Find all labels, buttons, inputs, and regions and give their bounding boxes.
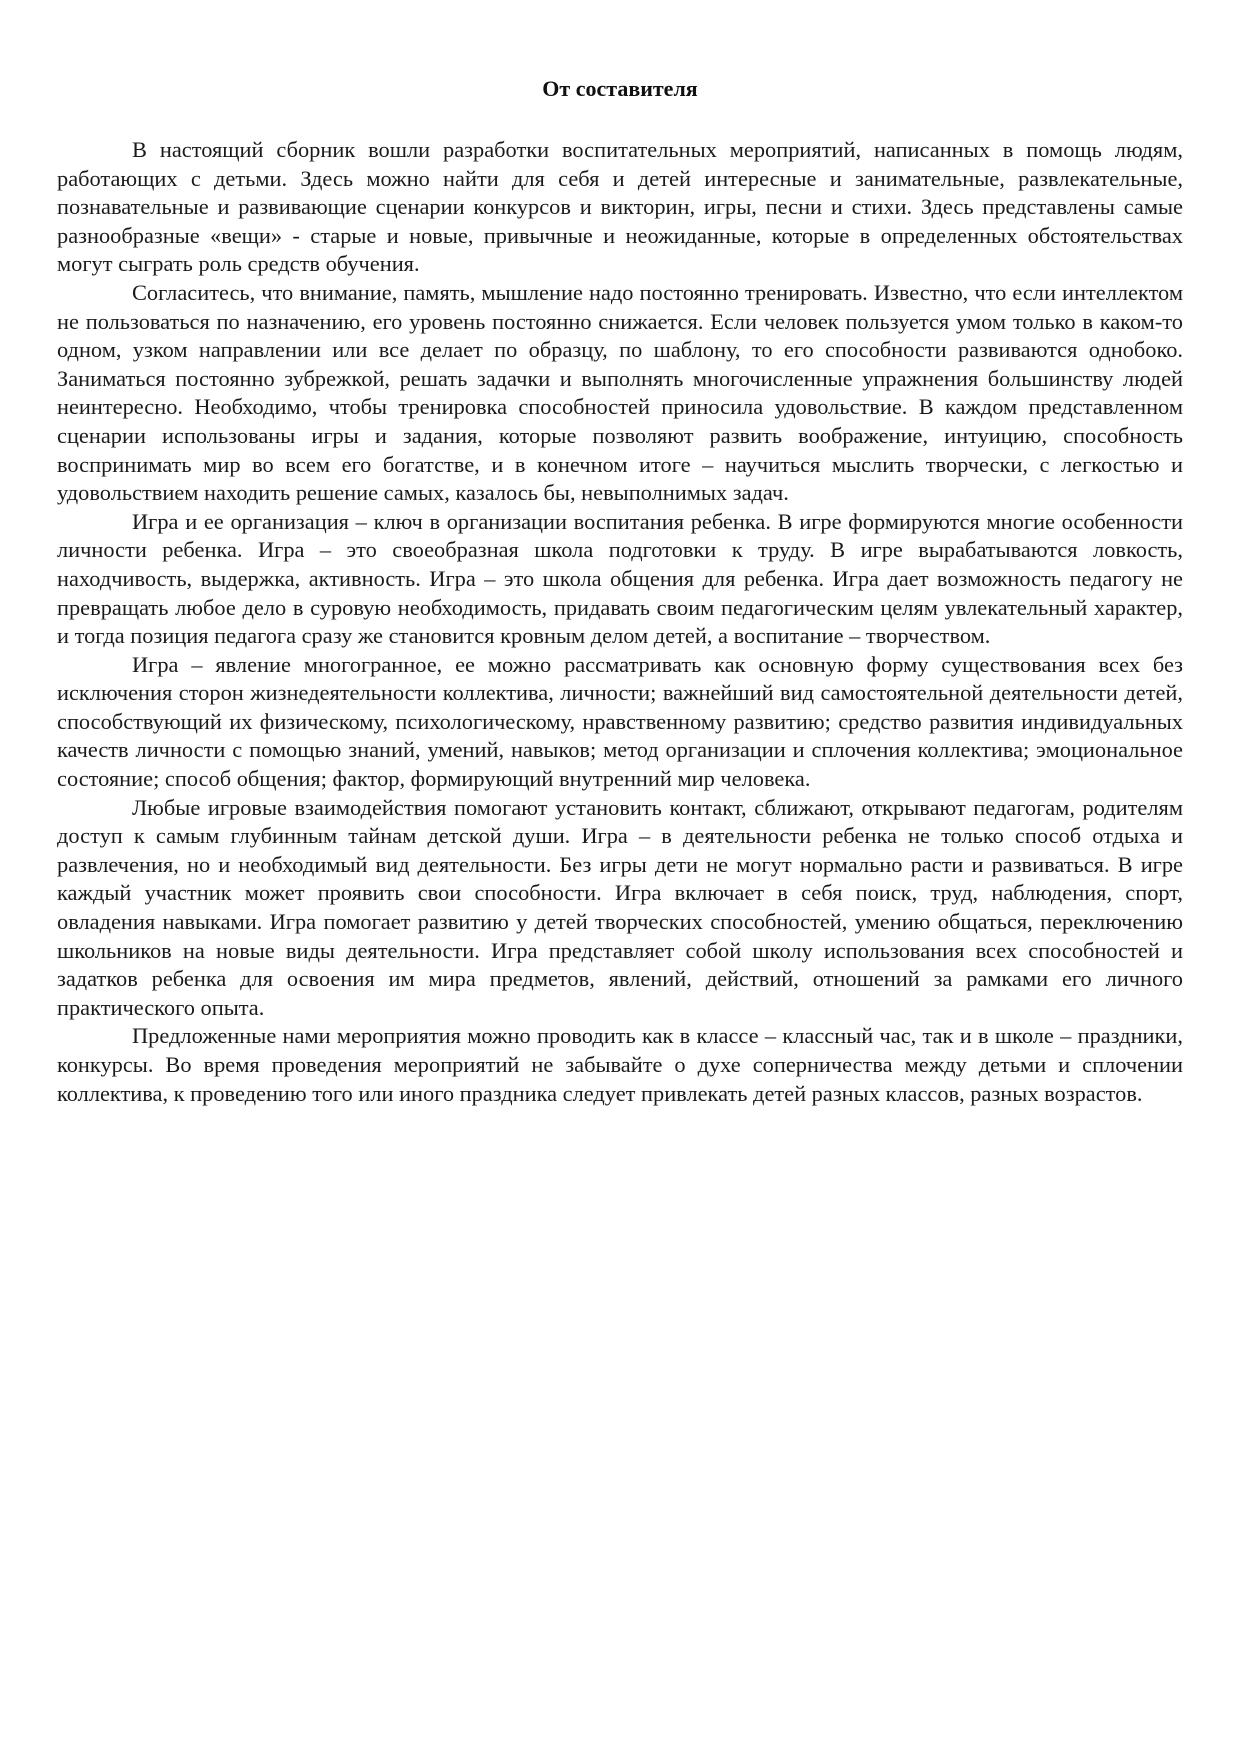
paragraph-2: Согласитесь, что внимание, память, мышление надо постоянно тренировать. Известно, что если интеллектом не пользоваться по назначению, его уровень постоянно снижается. Если человек пользуется умом только в каком-то одном, узком направлении или все делает по образцу, по шаблону, то его способности развиваются однобоко. Заниматься постоянно зубрежкой, решать задачки и выполнять многочисленные упражнения большинству людей неинтересно. Необходимо, чтобы тренировка способностей приносила удовольствие. В каждом представленном сценарии использованы игры и задания, которые позволяют развить воображение, интуицию, способность воспринимать мир во всем его богатстве, и в конечном итоге – научиться мыслить творчески, с легкостью и удовольствием находить решение самых, казалось бы, невыполнимых задач. bbox=[57, 279, 1183, 506]
paragraph-3: Игра и ее организация – ключ в организации воспитания ребенка. В игре формируются многие особенности личности ребенка. Игра – это своеобразная школа подготовки к труду. В игре вырабатываются ловкость, находчивость, выдержка, активность. Игра – это школа общения для ребенка. Игра дает возможность педагогу не превращать любое дело в суровую необходимость, придавать своим педагогическим целям увлекательный характер, и тогда позиция педагога сразу же становится кровным делом детей, а воспитание – творчеством. bbox=[57, 508, 1183, 649]
page-title: От составителя bbox=[542, 76, 698, 101]
paragraph-4: Игра – явление многогранное, ее можно рассматривать как основную форму существования всех без исключения сторон жизнедеятельности коллектива, личности; важнейший вид самостоятельной деятельности детей, способствующий их физическому, психологическому, нравственному развитию; средство развития индивидуальных качеств личности с помощью знаний, умений, навыков; метод организации и сплочения коллектива; эмоциональное состояние; способ общения; фактор, формирующий внутренний мир человека. bbox=[57, 651, 1183, 792]
paragraph-5: Любые игровые взаимодействия помогают установить контакт, сближают, открывают педагогам, родителям доступ к самым глубинным тайнам детской души. Игра – в деятельности ребенка не только способ отдыха и развлечения, но и необходимый вид деятельности. Без игры дети не могут нормально расти и развиваться. В игре каждый участник может проявить свои способности. Игра включает в себя поиск, труд, наблюдения, спорт, овладения навыками. Игра помогает развитию у детей творческих способностей, умению общаться, переключению школьников на новые виды деятельности. Игра представляет собой школу использования всех способностей и задатков ребенка для освоения им мира предметов, явлений, действий, отношений за рамками его личного практического опыта. bbox=[57, 794, 1183, 1020]
paragraph-6: Предложенные нами мероприятия можно проводить как в классе – классный час, так и в школе – праздники, конкурсы. Во время проведения мероприятий не забывайте о духе соперничества между детьми и сплочении коллектива, к проведению того или иного праздника следует привлекать детей разных классов, разных возрастов. bbox=[57, 1023, 1183, 1106]
body-text bbox=[57, 136, 1183, 1108]
paragraph-1: В настоящий сборник вошли разработки воспитательных мероприятий, написанных в помощь людям, работающих с детьми. Здесь можно найти для себя и детей интересные и занимательные, развлекательные, познавательные и развивающие сценарии конкурсов и викторин, игры, песни и стихи. Здесь представлены самые разнообразные «вещи» - старые и новые, привычные и неожиданные, которые в определенных обстоятельствах могут сыграть роль средств обучения. bbox=[57, 137, 1183, 277]
